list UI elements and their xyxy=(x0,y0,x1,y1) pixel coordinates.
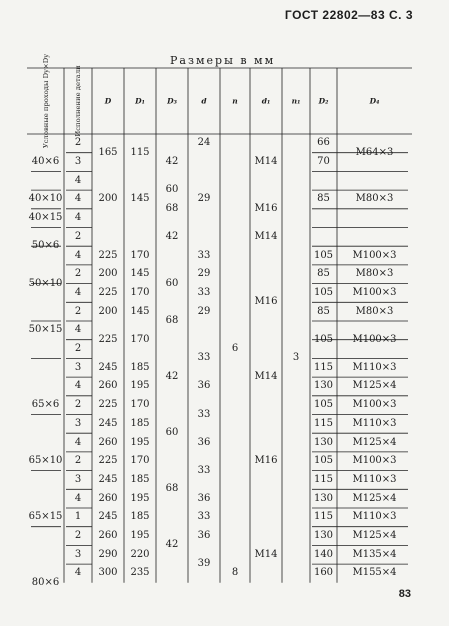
cell-D: 225 xyxy=(98,249,118,261)
cell-D3: 60 xyxy=(165,184,179,196)
cell-isp: 2 xyxy=(74,230,82,242)
cell-D4: M110×3 xyxy=(352,511,397,523)
cell-d1: M14 xyxy=(254,371,278,383)
cell-isp: 4 xyxy=(74,380,82,392)
cell-D2: 105 xyxy=(313,455,334,467)
column-header-isp: Исполнение детали xyxy=(74,65,82,137)
cell-D: 200 xyxy=(98,305,118,317)
cell-d: 29 xyxy=(197,193,211,205)
cell-d: 36 xyxy=(197,492,211,504)
cell-D2: 105 xyxy=(313,399,334,411)
cell-d: 36 xyxy=(197,436,211,448)
cell-D4: M110×3 xyxy=(352,417,397,429)
cell-d: 36 xyxy=(197,530,211,542)
cell-dn: 40×15 xyxy=(28,212,63,224)
column-header-dn: Условные проходы Dу×Dу xyxy=(41,53,50,149)
cell-D: 260 xyxy=(98,492,118,504)
cell-D2: 85 xyxy=(317,193,330,205)
cell-d: 33 xyxy=(197,352,211,364)
cell-isp: 4 xyxy=(74,193,82,205)
cell-D2: 130 xyxy=(313,530,334,542)
page-number: 83 xyxy=(398,588,411,600)
cell-isp: 3 xyxy=(74,156,82,168)
cell-dn: 50×6 xyxy=(31,240,60,252)
cell-D3: 68 xyxy=(165,315,179,326)
cell-isp: 4 xyxy=(74,492,82,504)
cell-d1: M14 xyxy=(254,230,278,242)
cell-isp: 4 xyxy=(74,286,82,298)
cell-D1: 145 xyxy=(130,305,150,317)
cell-D1: 195 xyxy=(130,492,150,504)
cell-D2: 105 xyxy=(313,249,334,261)
column-header-n: n xyxy=(232,96,238,106)
cell-D1: 195 xyxy=(130,530,150,542)
cell-D: 225 xyxy=(98,286,118,298)
cell-d: 36 xyxy=(197,380,211,392)
cell-D2: 85 xyxy=(317,305,330,317)
cell-D1: 170 xyxy=(130,286,150,298)
cell-D3: 68 xyxy=(165,483,179,495)
cell-D2: 160 xyxy=(313,567,334,579)
cell-d1: M16 xyxy=(254,455,278,467)
cell-D2: 115 xyxy=(313,417,334,429)
cell-D4: M110×3 xyxy=(352,473,397,485)
cell-isp: 2 xyxy=(74,530,82,542)
cell-D2: 105 xyxy=(313,286,334,298)
cell-d: 24 xyxy=(197,137,211,149)
cell-D4: M125×4 xyxy=(352,492,397,504)
cell-dn: 80×6 xyxy=(31,576,60,588)
cell-n: 8 xyxy=(231,567,239,579)
cell-D3: 42 xyxy=(165,230,179,242)
cell-D3: 42 xyxy=(165,156,179,168)
cell-d: 33 xyxy=(197,286,211,298)
cell-D1: 170 xyxy=(130,333,150,345)
cell-isp: 4 xyxy=(74,436,82,448)
cell-D2: 105 xyxy=(313,333,334,345)
cell-D3: 60 xyxy=(165,277,179,289)
cell-D2: 115 xyxy=(313,511,334,523)
cell-D4: M80×3 xyxy=(355,193,394,205)
cell-d: 33 xyxy=(197,408,211,420)
cell-D2: 70 xyxy=(317,156,330,168)
cell-D: 200 xyxy=(98,268,118,280)
cell-D1: 185 xyxy=(130,361,150,373)
cell-D2: 140 xyxy=(313,548,334,560)
column-header-d1: d₁ xyxy=(261,96,271,106)
cell-D4: M100×3 xyxy=(352,333,397,345)
cell-D4: M125×4 xyxy=(352,530,397,542)
cell-d1: M16 xyxy=(254,202,278,214)
cell-D3: 42 xyxy=(165,371,179,383)
cell-isp: 2 xyxy=(74,455,82,467)
cell-D1: 170 xyxy=(130,249,150,261)
cell-D4: M100×3 xyxy=(352,249,397,261)
cell-D2: 115 xyxy=(313,473,334,485)
cell-D4: M80×3 xyxy=(355,305,394,317)
cell-isp: 4 xyxy=(74,212,82,224)
cell-D: 245 xyxy=(98,511,118,523)
cell-d: 33 xyxy=(197,464,211,476)
cell-isp: 2 xyxy=(74,305,82,317)
cell-D1: 170 xyxy=(130,399,150,411)
cell-isp: 2 xyxy=(74,399,82,411)
cell-dn: 65×6 xyxy=(31,399,60,411)
cell-d1: M16 xyxy=(254,296,278,308)
cell-D1: 235 xyxy=(130,567,150,579)
cell-D: 245 xyxy=(98,417,118,429)
cell-D2: 115 xyxy=(313,361,334,373)
cell-D4: M125×4 xyxy=(352,436,397,448)
cell-D1: 145 xyxy=(130,193,150,205)
column-header-D3: D₃ xyxy=(167,96,177,106)
cell-D4: M110×3 xyxy=(352,361,397,373)
cell-D2: 130 xyxy=(313,492,334,504)
column-header-n1: n₁ xyxy=(291,96,301,106)
cell-D: 260 xyxy=(98,380,118,392)
cell-D: 225 xyxy=(98,455,118,467)
cell-D1: 145 xyxy=(130,268,150,280)
cell-dn: 40×6 xyxy=(31,156,60,168)
cell-isp: 2 xyxy=(74,268,82,280)
cell-D: 200 xyxy=(98,193,118,205)
cell-isp: 3 xyxy=(74,361,82,373)
cell-n: 6 xyxy=(231,343,239,355)
cell-d: 29 xyxy=(197,268,211,280)
cell-D3: 68 xyxy=(165,202,179,214)
cell-D2: 66 xyxy=(317,137,330,149)
cell-D4: M100×3 xyxy=(352,399,397,411)
cell-D2: 85 xyxy=(317,268,330,280)
column-header-D1: D₁ xyxy=(135,96,145,106)
cell-D3: 42 xyxy=(165,539,179,551)
cell-d: 29 xyxy=(197,305,211,317)
page-header: ГОСТ 22802—83 С. 3 xyxy=(284,8,413,22)
cell-D4: M100×3 xyxy=(352,286,397,298)
cell-dn: 40×10 xyxy=(28,193,63,205)
cell-D4: M80×3 xyxy=(355,268,394,280)
cell-D1: 170 xyxy=(130,455,150,467)
cell-d: 33 xyxy=(197,511,211,523)
cell-D3: 60 xyxy=(165,427,179,439)
cell-isp: 3 xyxy=(74,548,82,560)
cell-d: 39 xyxy=(197,558,211,570)
cell-D: 245 xyxy=(98,361,118,373)
cell-d1: M14 xyxy=(254,548,278,560)
cell-D1: 115 xyxy=(130,146,150,158)
cell-D1: 185 xyxy=(130,417,150,429)
cell-D: 300 xyxy=(98,567,118,579)
cell-D1: 195 xyxy=(130,380,150,392)
column-header-d: d xyxy=(201,96,207,106)
cell-D4: M100×3 xyxy=(352,455,397,467)
cell-isp: 4 xyxy=(74,174,82,186)
cell-isp: 1 xyxy=(74,511,82,523)
cell-dn: 65×10 xyxy=(28,455,63,467)
cell-dn: 65×15 xyxy=(28,511,63,523)
cell-D2: 130 xyxy=(313,380,334,392)
cell-isp: 3 xyxy=(74,473,82,485)
cell-D: 225 xyxy=(98,399,118,411)
cell-D: 260 xyxy=(98,436,118,448)
cell-d: 33 xyxy=(197,249,211,261)
cell-D4: M155×4 xyxy=(352,567,397,579)
cell-n1: 3 xyxy=(292,352,300,364)
cell-isp: 4 xyxy=(74,249,82,261)
cell-isp: 4 xyxy=(74,324,82,336)
table-caption: Размеры в мм xyxy=(170,54,276,67)
cell-D1: 220 xyxy=(130,548,150,560)
cell-isp: 2 xyxy=(74,343,82,355)
cell-isp: 2 xyxy=(74,137,82,149)
cell-dn: 50×15 xyxy=(28,324,63,336)
cell-D1: 185 xyxy=(130,511,150,523)
cell-D: 245 xyxy=(98,473,118,485)
cell-D: 225 xyxy=(98,333,118,345)
cell-isp: 4 xyxy=(74,567,82,579)
cell-isp: 3 xyxy=(74,417,82,429)
column-header-D2: D₂ xyxy=(318,96,329,106)
cell-D: 165 xyxy=(98,146,118,158)
cell-d1: M14 xyxy=(254,156,278,168)
cell-D4: M135×4 xyxy=(352,548,397,560)
cell-D4: M125×4 xyxy=(352,380,397,392)
cell-dn: 50×10 xyxy=(28,277,63,289)
cell-D1: 185 xyxy=(130,473,150,485)
cell-D: 290 xyxy=(98,548,118,560)
column-header-D: D xyxy=(104,96,112,106)
cell-D: 260 xyxy=(98,530,118,542)
cell-D2: 130 xyxy=(313,436,334,448)
column-header-D4: D₄ xyxy=(369,96,380,106)
cell-D4: M64×3 xyxy=(355,146,394,158)
cell-D1: 195 xyxy=(130,436,150,448)
